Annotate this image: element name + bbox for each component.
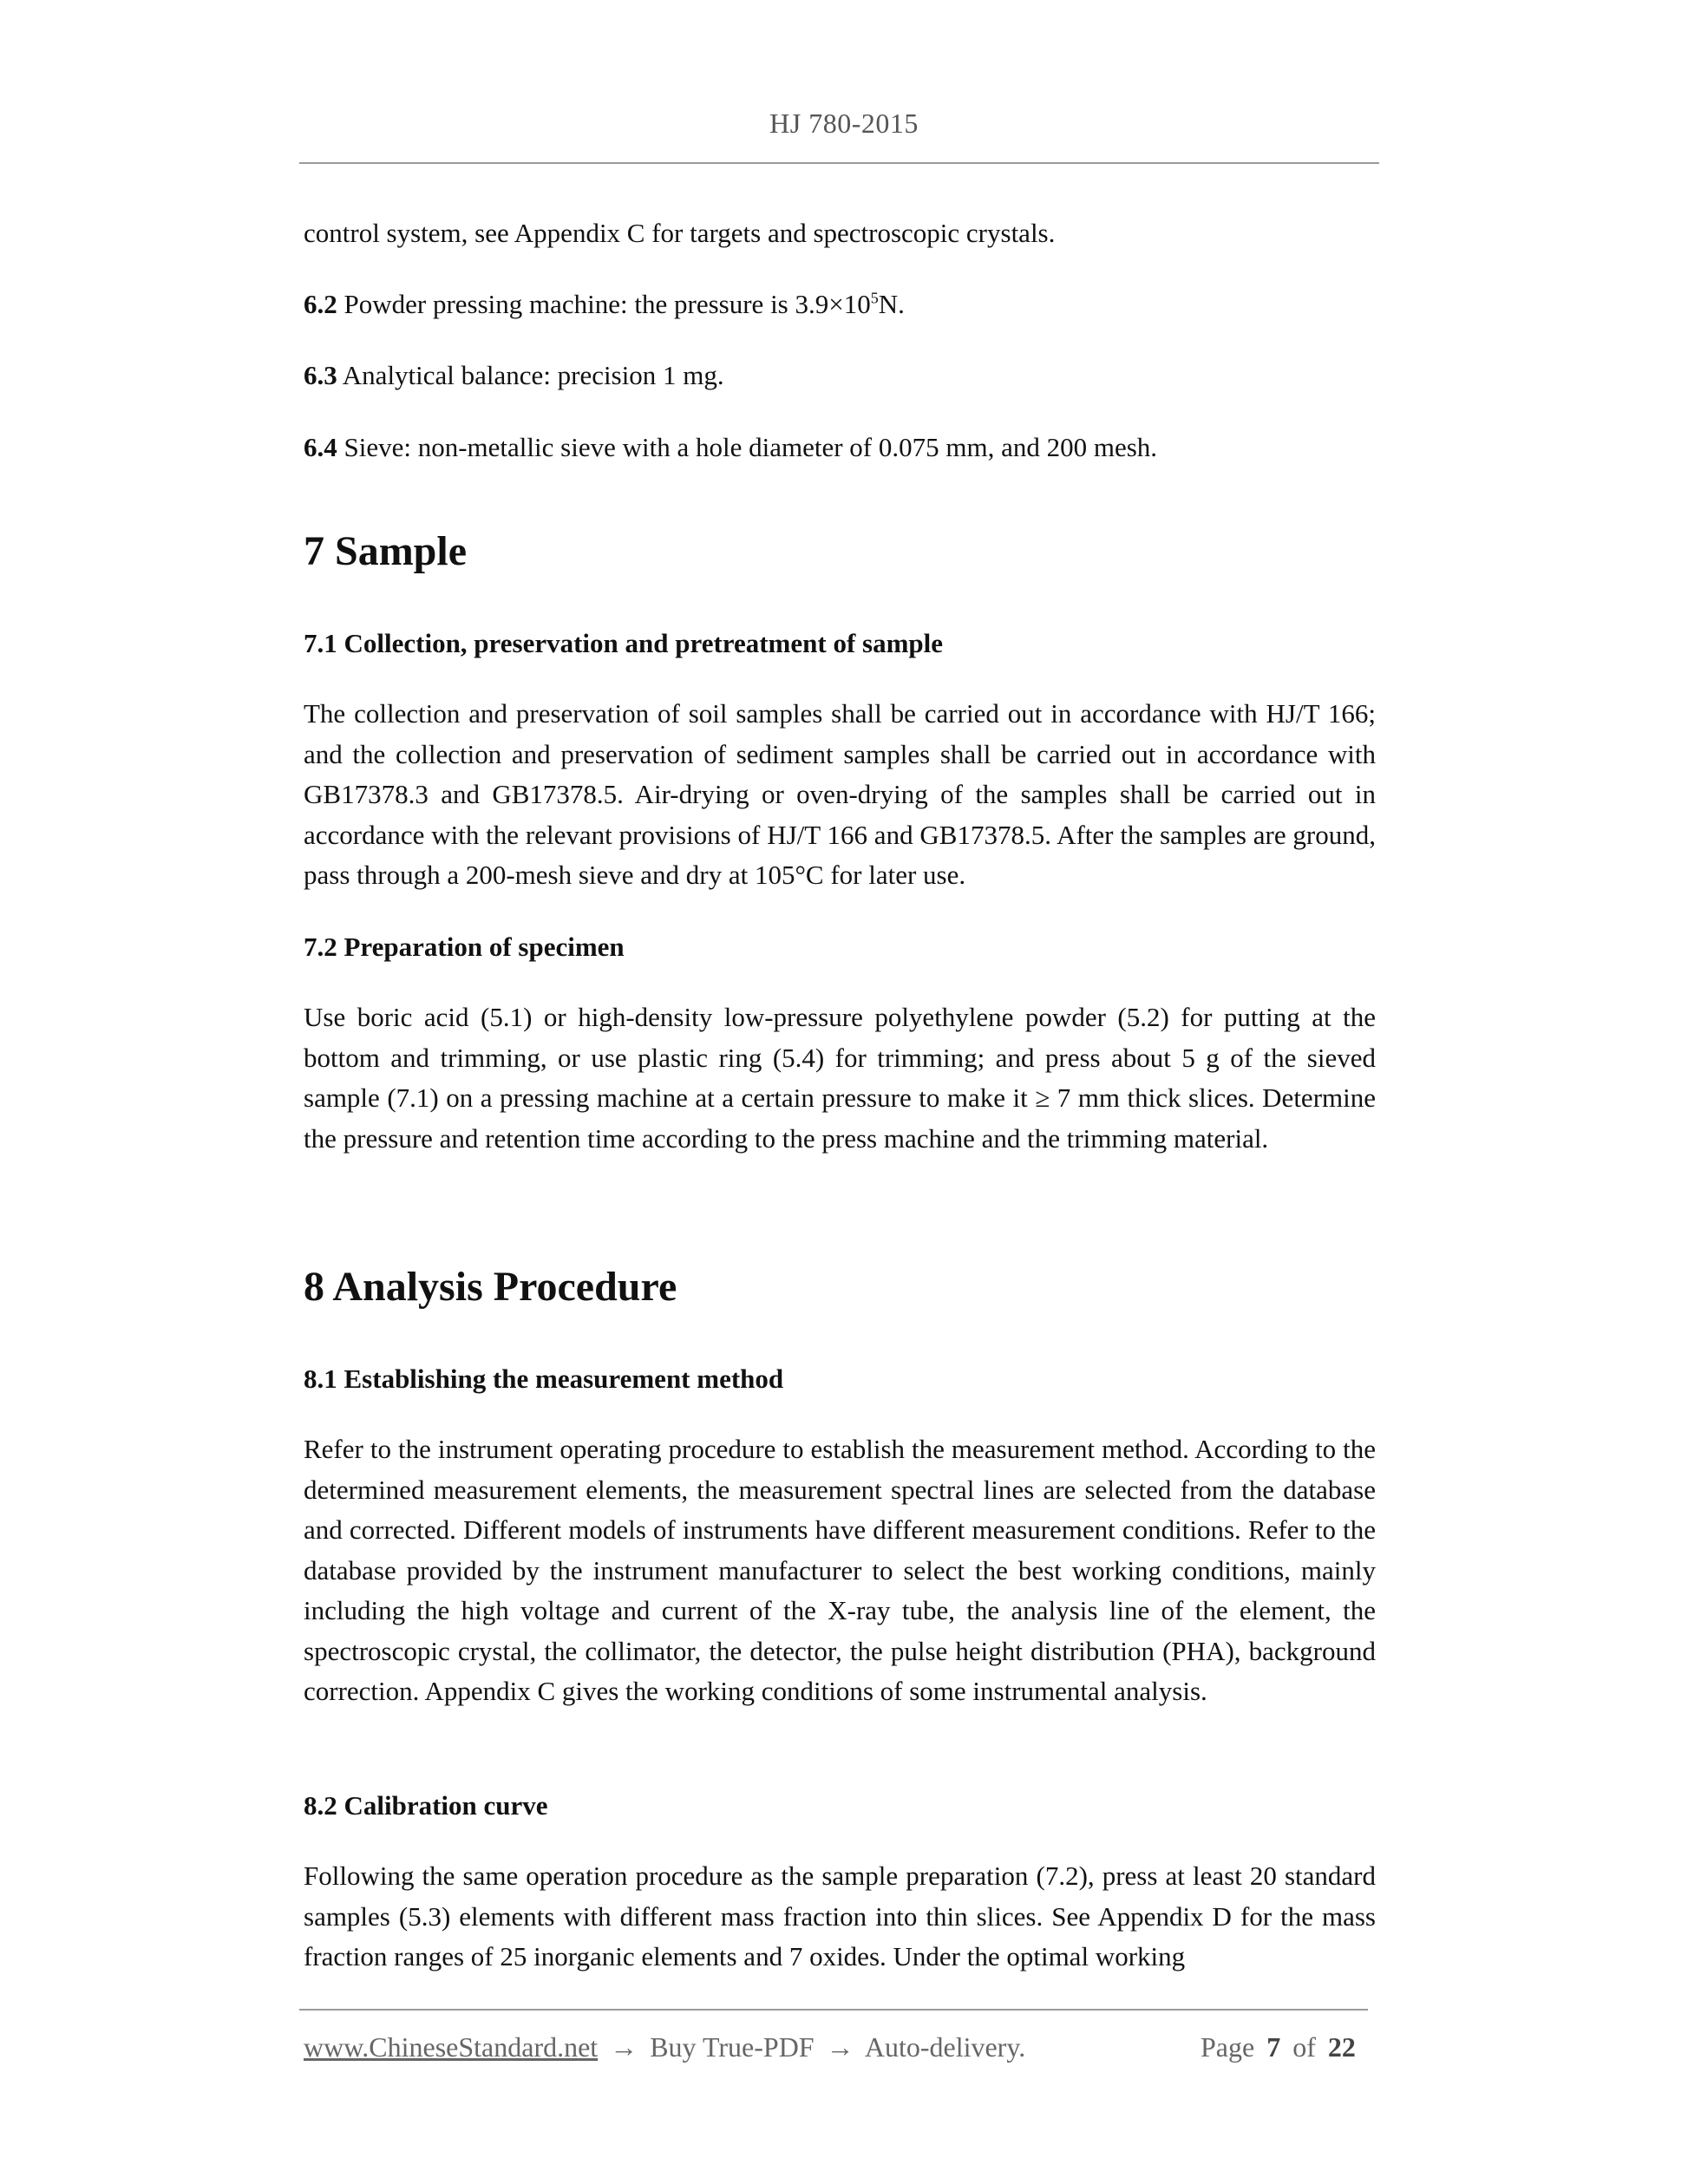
- section-8-1-heading: 8.1 Establishing the measurement method: [304, 1363, 784, 1394]
- superscript-exponent: 5: [870, 289, 879, 307]
- item-text-suffix: N.: [878, 289, 905, 319]
- auto-delivery-text: Auto-delivery.: [864, 2031, 1026, 2063]
- section-7-1-body: The collection and preservation of soil samples shall be carried out in accordance with HJ/T 166; and the collection and preservation of sediment samples shall be carried out in accordance with GB17378.3 and GB17378.5. Air-drying or oven-drying of the samples shall be carried out in accordance with the relevant provisions of HJ/T 166 and GB17378.5. After the samples are ground, pass through a 200-mesh sieve and dry at 105°C for later use.: [304, 698, 1376, 890]
- continuation-text: control system, see Appendix C for targets and spectroscopic crystals.: [304, 218, 1056, 248]
- section-7-1-heading: 7.1 Collection, preservation and pretreatment of sample: [304, 628, 944, 658]
- item-6-4: [304, 428, 1376, 468]
- total-pages-number: 22: [1327, 2031, 1356, 2063]
- item-number: 6.3: [304, 360, 337, 390]
- item-text: Sieve: non-metallic sieve with a hole diameter of 0.075 mm, and 200 mesh.: [343, 432, 1158, 462]
- page-indicator: [1201, 2030, 1361, 2064]
- arrow-right-icon: →: [610, 2031, 638, 2063]
- section-8-2-heading: 8.2 Calibration curve: [304, 1790, 548, 1821]
- item-text: Powder pressing machine: the pressure is 3.9×10: [343, 289, 871, 319]
- item-6-2: [304, 284, 1376, 325]
- section-7-2-body: Use boric acid (5.1) or high-density low-pressure polyethylene powder (5.2) for putting at the bottom and trimming, or use plastic ring (5.4) for trimming; and press about 5 g of the sieved sample (7.1) on a pressing machine at a certain pressure to make it ≥ 7 mm thick slices. Determine the pressure and retention time according to the press machine and the trimming material.: [304, 1002, 1376, 1154]
- arrow-right-icon: →: [826, 2031, 854, 2063]
- section-7-2-heading: 7.2 Preparation of specimen: [304, 932, 625, 962]
- site-link[interactable]: www.ChineseStandard.net: [304, 2031, 599, 2063]
- item-number: 6.4: [304, 432, 337, 462]
- buy-pdf-text: Buy True-PDF: [650, 2031, 815, 2063]
- current-page-number: 7: [1266, 2031, 1281, 2063]
- section-8-title: 8 Analysis Procedure: [304, 1264, 677, 1310]
- section-8-2-body: Following the same operation procedure as the sample preparation (7.2), press at least 20 standard samples (5.3) elements with different mass fraction into thin slices. See Appendix D for the mass fraction ranges of 25 inorganic elements and 7 oxides. Under the optimal working: [304, 1860, 1376, 1971]
- of-label: of: [1292, 2031, 1316, 2063]
- item-text: Analytical balance: precision 1 mg.: [342, 360, 724, 390]
- header-divider: [299, 162, 1379, 164]
- document-header-id: HJ 780-2015: [769, 108, 919, 139]
- page-label: Page: [1201, 2031, 1255, 2063]
- footer-promo: [304, 2030, 1025, 2064]
- section-8-1-body: Refer to the instrument operating procedure to establish the measurement method. According to the determined measurement elements, the measurement spectral lines are selected from the database and corrected. Different models of instruments have different measurement conditions. Refer to the database provided by the instrument manufacturer to select the best working conditions, mainly including the high voltage and current of the X-ray tube, the analysis line of the element, the spectroscopic crystal, the collimator, the detector, the pulse height distribution (PHA), background correction. Appendix C gives the working conditions of some instrumental analysis.: [304, 1434, 1376, 1706]
- footer-divider: [299, 2009, 1368, 2011]
- section-7-title: 7 Sample: [304, 528, 468, 574]
- item-6-3: [304, 356, 1376, 396]
- item-number: 6.2: [304, 289, 337, 319]
